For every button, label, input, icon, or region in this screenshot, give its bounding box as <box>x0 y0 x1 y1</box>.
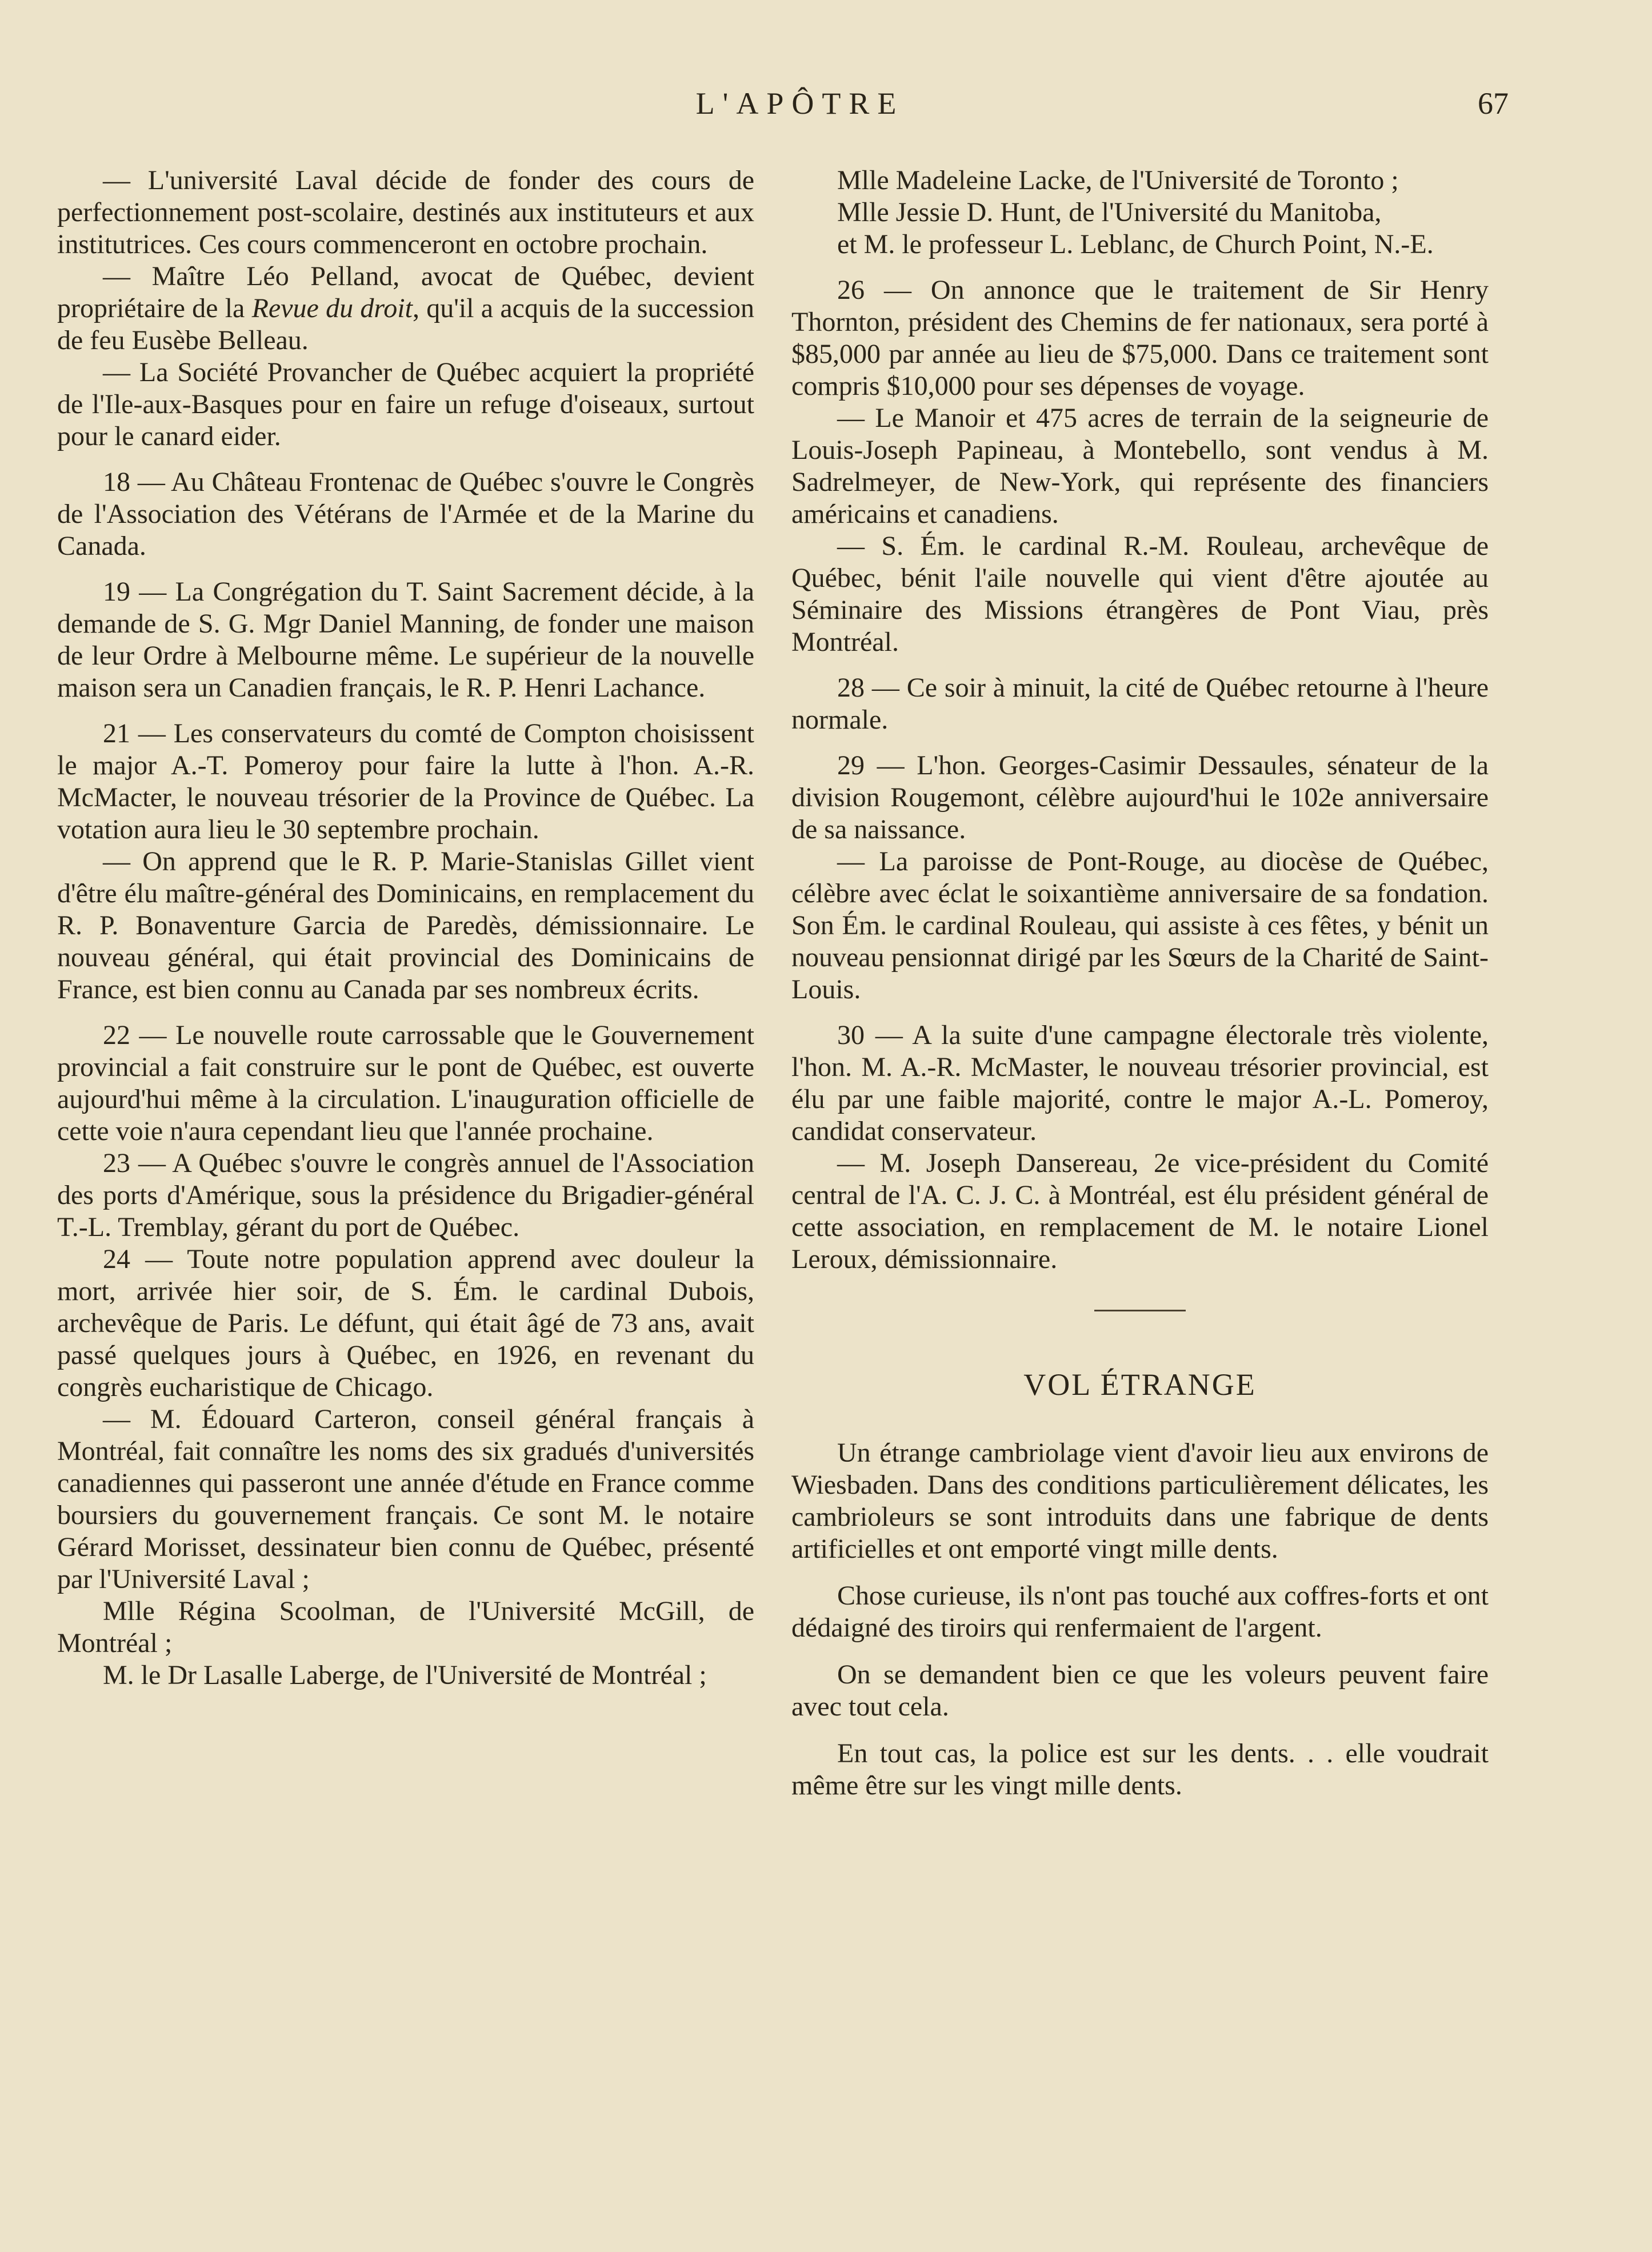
paragraph: En tout cas, la police est sur les dents. . . elle voudrait même être sur les vingt mille dents. <box>791 1738 1489 1801</box>
paragraph: On se demandent bien ce que les voleurs peuvent faire avec tout cela. <box>791 1659 1489 1722</box>
paragraph: 18 — Au Château Frontenac de Québec s'ouvre le Congrès de l'Association des Vétérans de l'Armée et de la Marine du Canada. <box>57 467 754 561</box>
paragraph: — La paroisse de Pont-Rouge, au diocèse de Québec, célèbre avec éclat le soixantième anniversaire de sa fondation. Son Ém. le cardinal Rouleau, qui assiste à ces fêtes, y bénit un nouveau pensionnat dirigé par les Sœurs de la Charité de Saint-Louis. <box>791 846 1489 1005</box>
paragraph: — On apprend que le R. P. Marie-Stanislas Gillet vient d'être élu maître-général des Dominicains, en remplacement du R. P. Bonaventure Garcia de Paredès, démissionnaire. Le nouveau général, qui était provincial des Dominicains de France, est bien connu au Canada par ses nombreux écrits. <box>57 846 754 1005</box>
paragraph: 21 — Les conservateurs du comté de Compton choisissent le major A.-T. Pomeroy pour faire la lutte à l'hon. A.-R. McMacter, le nouveau trésorier de la Province de Québec. La votation aura lieu le 30 septembre prochain. <box>57 718 754 845</box>
paragraph: et M. le professeur L. Leblanc, de Church Point, N.-E. <box>837 229 1434 259</box>
paragraph: Un étrange cambriolage vient d'avoir lieu aux environs de Wiesbaden. Dans des conditions particulièrement délicates, les cambrioleurs se sont introduits dans une fabrique de dents artificielles et ont emporté vingt mille dents. <box>791 1438 1489 1564</box>
paragraph: — M. Joseph Dansereau, 2e vice-président du Comité central de l'A. C. J. C. à Montréal, est élu président général de cette association, en remplacement de M. le notaire Lionel Leroux, démissionnaire. <box>791 1148 1489 1274</box>
paragraph: 26 — On annonce que le traitement de Sir Henry Thornton, président des Chemins de fer nationaux, sera porté à $85,000 par année au lieu de $75,000. Dans ce traitement sont compris $10,000 pour ses dépenses de voyage. <box>791 275 1489 401</box>
paragraph: 29 — L'hon. Georges-Casimir Dessaules, sénateur de la division Rougemont, célèbre aujourd'hui le 102e anniversaire de sa naissance. <box>791 750 1489 845</box>
paragraph: 30 — A la suite d'une campagne électorale très violente, l'hon. M. A.-R. McMaster, le nouveau trésorier provincial, est élu par une faible majorité, contre le major A.-L. Pomeroy, candidat conservateur. <box>791 1020 1489 1146</box>
journal-title: Revue du droit <box>251 293 413 323</box>
article-title: VOL ÉTRANGE <box>1023 1367 1257 1402</box>
paragraph: 23 — A Québec s'ouvre le congrès annuel de l'Association des ports d'Amérique, sous la présidence du Brigadier-général T.-L. Tremblay, gérant du port de Québec. <box>57 1148 754 1242</box>
paragraph: — M. Édouard Carteron, conseil général français à Montréal, fait connaître les noms des six gradués d'universités canadiennes qui passeront une année d'étude en France comme boursiers du gouvernement français. Ce sont M. le notaire Gérard Morisset, dessinateur bien connu de Québec, présenté par l'Université Laval ; <box>57 1404 754 1594</box>
paragraph: — L'université Laval décide de fonder des cours de perfectionnement post-scolaire, destinés aux instituteurs et aux institutrices. Ces cours commenceront en octobre prochain. <box>57 165 754 259</box>
paragraph: — Le Manoir et 475 acres de terrain de la seigneurie de Louis-Joseph Papineau, à Montebello, sont vendus à M. Sadrelmeyer, de New-York, qui représente des financiers américains et canadiens. <box>791 403 1489 529</box>
running-title: L'APÔTRE <box>695 86 905 121</box>
section-divider <box>1094 1310 1186 1311</box>
running-header <box>0 86 1652 137</box>
paragraph: 19 — La Congrégation du T. Saint Sacrement décide, à la demande de S. G. Mgr Daniel Manning, de fonder une maison de leur Ordre à Melbourne même. Le supérieur de la nouvelle maison sera un Canadien français, le R. P. Henri Lachance. <box>57 577 754 703</box>
paragraph: Mlle Jessie D. Hunt, de l'Université du Manitoba, <box>837 197 1382 227</box>
paragraph: — La Société Provancher de Québec acquiert la propriété de l'Ile-aux-Basques pour en faire un refuge d'oiseaux, surtout pour le canard eider. <box>57 357 754 451</box>
paragraph: 24 — Toute notre population apprend avec douleur la mort, arrivée hier soir, de S. Ém. le cardinal Dubois, archevêque de Paris. Le défunt, qui était âgé de 73 ans, avait passé quelques jours à Québec, en 1926, en revenant du congrès eucharistique de Chicago. <box>57 1244 754 1402</box>
right-column <box>791 165 1489 1817</box>
paragraph-text: , qu'il a acquis de la succession de feu Eusèbe Belleau. <box>57 293 754 355</box>
paragraph: Mlle Madeleine Lacke, de l'Université de Toronto ; <box>837 165 1399 195</box>
paragraph: 22 — Le nouvelle route carrossable que le Gouvernement provincial a fait construire sur le pont de Québec, est ouverte aujourd'hui même à la circulation. L'inauguration officielle de cette voie n'aura cependant lieu que l'année prochaine. <box>57 1020 754 1146</box>
paragraph: Mlle Régina Scoolman, de l'Université McGill, de Montréal ; <box>57 1596 754 1658</box>
article-body <box>791 1437 1489 1802</box>
paragraph-text: — Maître Léo Pelland, avocat de Québec, devient propriétaire de la <box>57 261 754 323</box>
paragraph: — S. Ém. le cardinal R.-M. Rouleau, archevêque de Québec, bénit l'aile nouvelle qui vient d'être ajoutée au Séminaire des Missions étrangères de Pont Viau, près Montréal. <box>791 531 1489 657</box>
paragraph <box>57 261 754 357</box>
page-number: 67 <box>1478 86 1509 121</box>
paragraph: Chose curieuse, ils n'ont pas touché aux coffres-forts et ont dédaigné des tiroirs qui renfermaient de l'argent. <box>791 1581 1489 1643</box>
paragraph: 28 — Ce soir à minuit, la cité de Québec retourne à l'heure normale. <box>791 673 1489 735</box>
left-column <box>57 165 754 1691</box>
paragraph: M. le Dr Lasalle Laberge, de l'Université de Montréal ; <box>103 1660 707 1690</box>
